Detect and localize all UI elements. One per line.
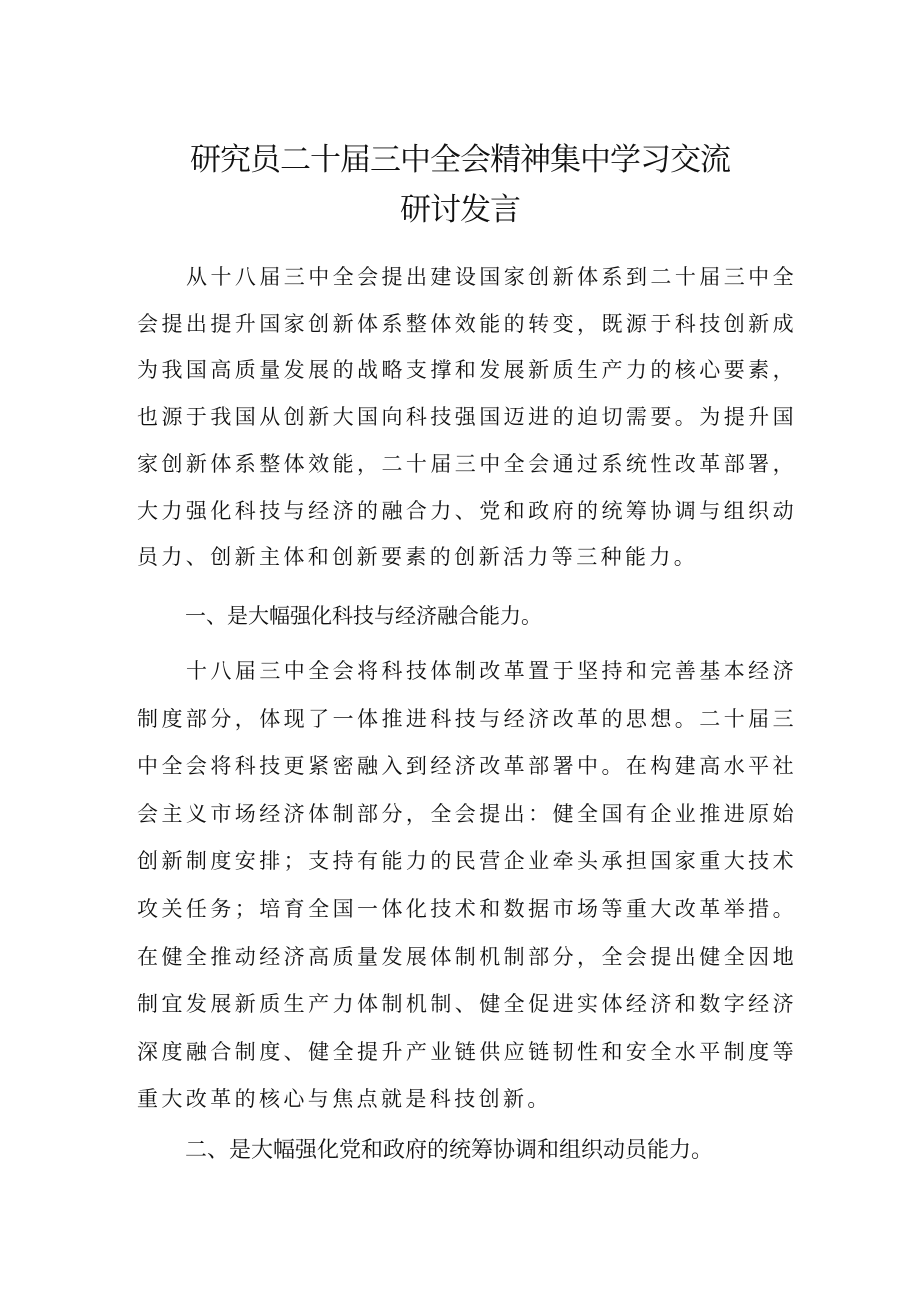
- document-title-line-1: 研究员二十届三中全会精神集中学习交流: [190, 142, 730, 178]
- section-heading-1: 一、是大幅强化科技与经济融合能力。: [185, 604, 542, 628]
- paragraph-intro: 从十八届三中全会提出建设国家创新体系到二十届三中全会提出提升国家创新体系整体效能的转变，既源于科技创新成为我国高质量发展的战略支撑和发展新质生产力的核心要素，也源于我国从创新大国向科技强国迈进的迫切需要。为提升国家创新体系整体效能，二十届三中全会通过系统性改革部署，大力强化科技与经济的融合力、党和政府的统筹协调与组织动员力、创新主体和创新要素的创新活力等三种能力。: [137, 265, 797, 570]
- paragraph-section-1: 十八届三中全会将科技体制改革置于坚持和完善基本经济制度部分，体现了一体推进科技与经济改革的思想。二十届三中全会将科技更紧密融入到经济改革部署中。在构建高水平社会主义市场经济体制部分，全会提出：健全国有企业推进原始创新制度安排；支持有能力的民营企业牵头承担国家重大技术攻关任务；培育全国一体化技术和数据市场等重大改革举措。在健全推动经济高质量发展体制机制部分，全会提出健全因地制宜发展新质生产力体制机制、健全促进实体经济和数字经济深度融合制度、健全提升产业链供应链韧性和安全水平制度等重大改革的核心与焦点就是科技创新。: [137, 659, 797, 1112]
- section-heading-2: 二、是大幅强化党和政府的统筹协调和组织动员能力。: [185, 1138, 714, 1163]
- document-title-line-2: 研讨发言: [400, 192, 520, 228]
